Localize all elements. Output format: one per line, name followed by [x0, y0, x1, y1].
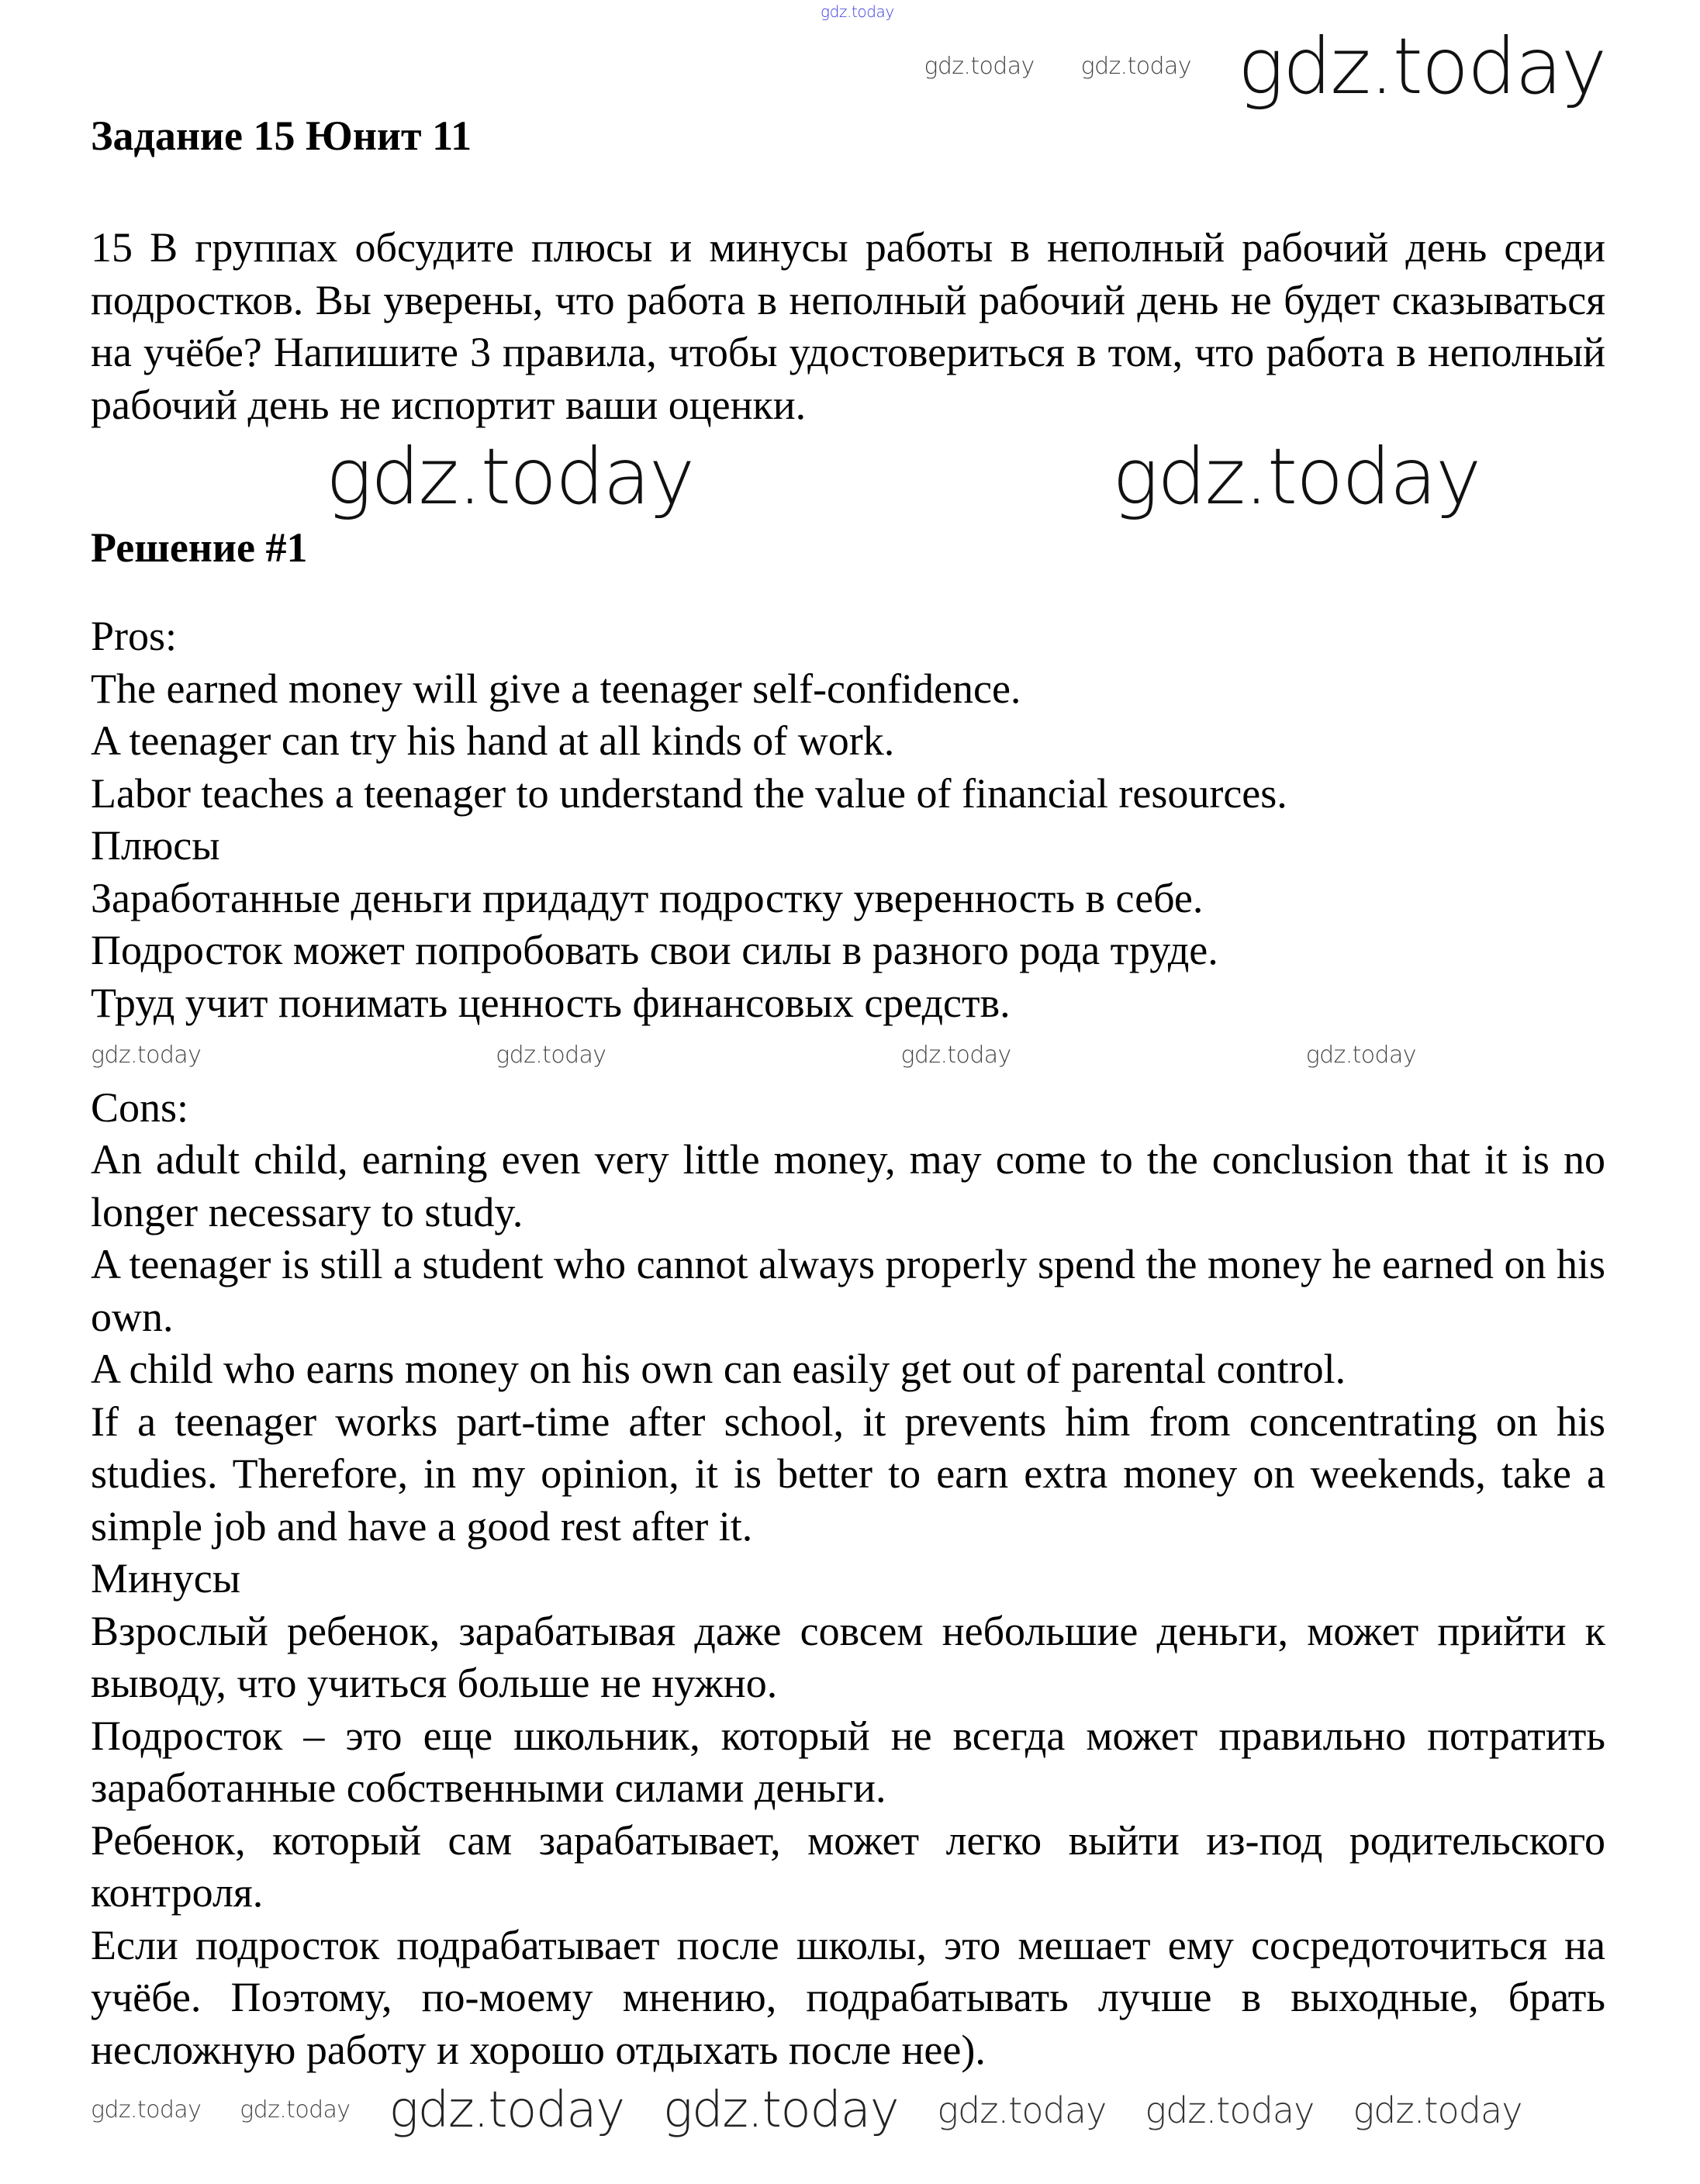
watermark: gdz.today: [91, 2096, 202, 2124]
watermark-row-gap: [91, 1029, 1605, 1082]
pros-en-item: Labor teaches a teenager to understand the value of financial resources.: [91, 769, 1287, 817]
cons-en-heading: Cons:: [91, 1083, 189, 1131]
cons-ru-item: Подросток – это еще школьник, который не всегда может правильно потратить заработанные собственными силами деньги.: [91, 1712, 1605, 1811]
cons-ru-item: Ребенок, который сам зарабатывает, может легко выйти из-под родительского контроля.: [91, 1816, 1605, 1916]
cons-ru-heading: Минусы: [91, 1555, 241, 1602]
pros-en-item: A teenager can try his hand at all kinds of work.: [91, 717, 895, 764]
solution-body: [91, 610, 1605, 2076]
cons-ru-item: Взрослый ребенок, зарабатывая даже совсем небольшие деньги, может прийти к выводу, что учиться больше не нужно.: [91, 1607, 1605, 1706]
watermark: gdz.today: [662, 2082, 899, 2139]
pros-en-item: The earned money will give a teenager self-confidence.: [91, 665, 1021, 712]
watermark: gdz.today: [1080, 53, 1191, 80]
cons-en-item: A child who earns money on his own can easily get out of parental control.: [91, 1346, 1346, 1392]
cons-en-item: An adult child, earning even very little money, may come to the conclusion that it is no longer necessary to study.: [91, 1136, 1605, 1235]
watermark-row-top: [91, 23, 1605, 110]
header-watermark: gdz.today: [821, 2, 894, 21]
watermark: gdz.today: [326, 430, 694, 522]
pros-ru-item: Подросток может попробовать свои силы в разного рода труде.: [91, 927, 1218, 973]
pros-ru-heading: Плюсы: [91, 822, 220, 869]
watermark: gdz.today: [1237, 21, 1605, 112]
watermark: gdz.today: [1353, 2089, 1522, 2131]
watermark: gdz.today: [1305, 1041, 1416, 1069]
watermark-row-bottom: [91, 2076, 1605, 2139]
watermark: gdz.today: [91, 1041, 202, 1069]
watermark: gdz.today: [496, 1041, 606, 1069]
pros-en-heading: Pros:: [91, 613, 178, 659]
watermark: gdz.today: [1145, 2089, 1315, 2131]
solution-title: Решение #1: [91, 524, 308, 571]
watermark: gdz.today: [1112, 430, 1481, 522]
cons-ru-item: Если подросток подрабатывает после школы, это мешает ему сосредоточиться на учёбе. Поэтому, по-моему мнению, подрабатывать лучше в выходные, брать несложную работу и хорошо отдыхать после нее).: [91, 1921, 1605, 2073]
watermark: gdz.today: [240, 2096, 351, 2124]
task-text: 15 В группах обсудите плюсы и минусы работы в неполный рабочий день среди подростков. Вы уверены, что работа в неполный рабочий день не будет сказываться на учёбе? Напишите 3 правила, чтобы удостовериться в том, что работа в неполный рабочий день не испортит ваши оценки.: [91, 224, 1605, 428]
task-title: Задание 15 Юнит 11: [91, 112, 472, 159]
pros-ru-item: Заработанные деньги придадут подростку уверенность в себе.: [91, 874, 1204, 921]
watermark: gdz.today: [924, 53, 1035, 80]
watermark: gdz.today: [389, 2082, 624, 2139]
header-row: [0, 0, 1700, 23]
pros-ru-item: Труд учит понимать ценность финансовых средств.: [91, 979, 1011, 1026]
watermark: gdz.today: [937, 2089, 1107, 2131]
cons-en-item: If a teenager works part-time after school, it prevents him from concentrating on his studies. Therefore, in my opinion, it is better to earn extra money on weekends, take a simple job and have a good rest after it.: [91, 1398, 1605, 1550]
watermark: gdz.today: [900, 1041, 1011, 1069]
cons-en-item: A teenager is still a student who cannot always properly spend the money he earned on his own.: [91, 1241, 1605, 1340]
watermark-row-middle: [91, 431, 1605, 522]
